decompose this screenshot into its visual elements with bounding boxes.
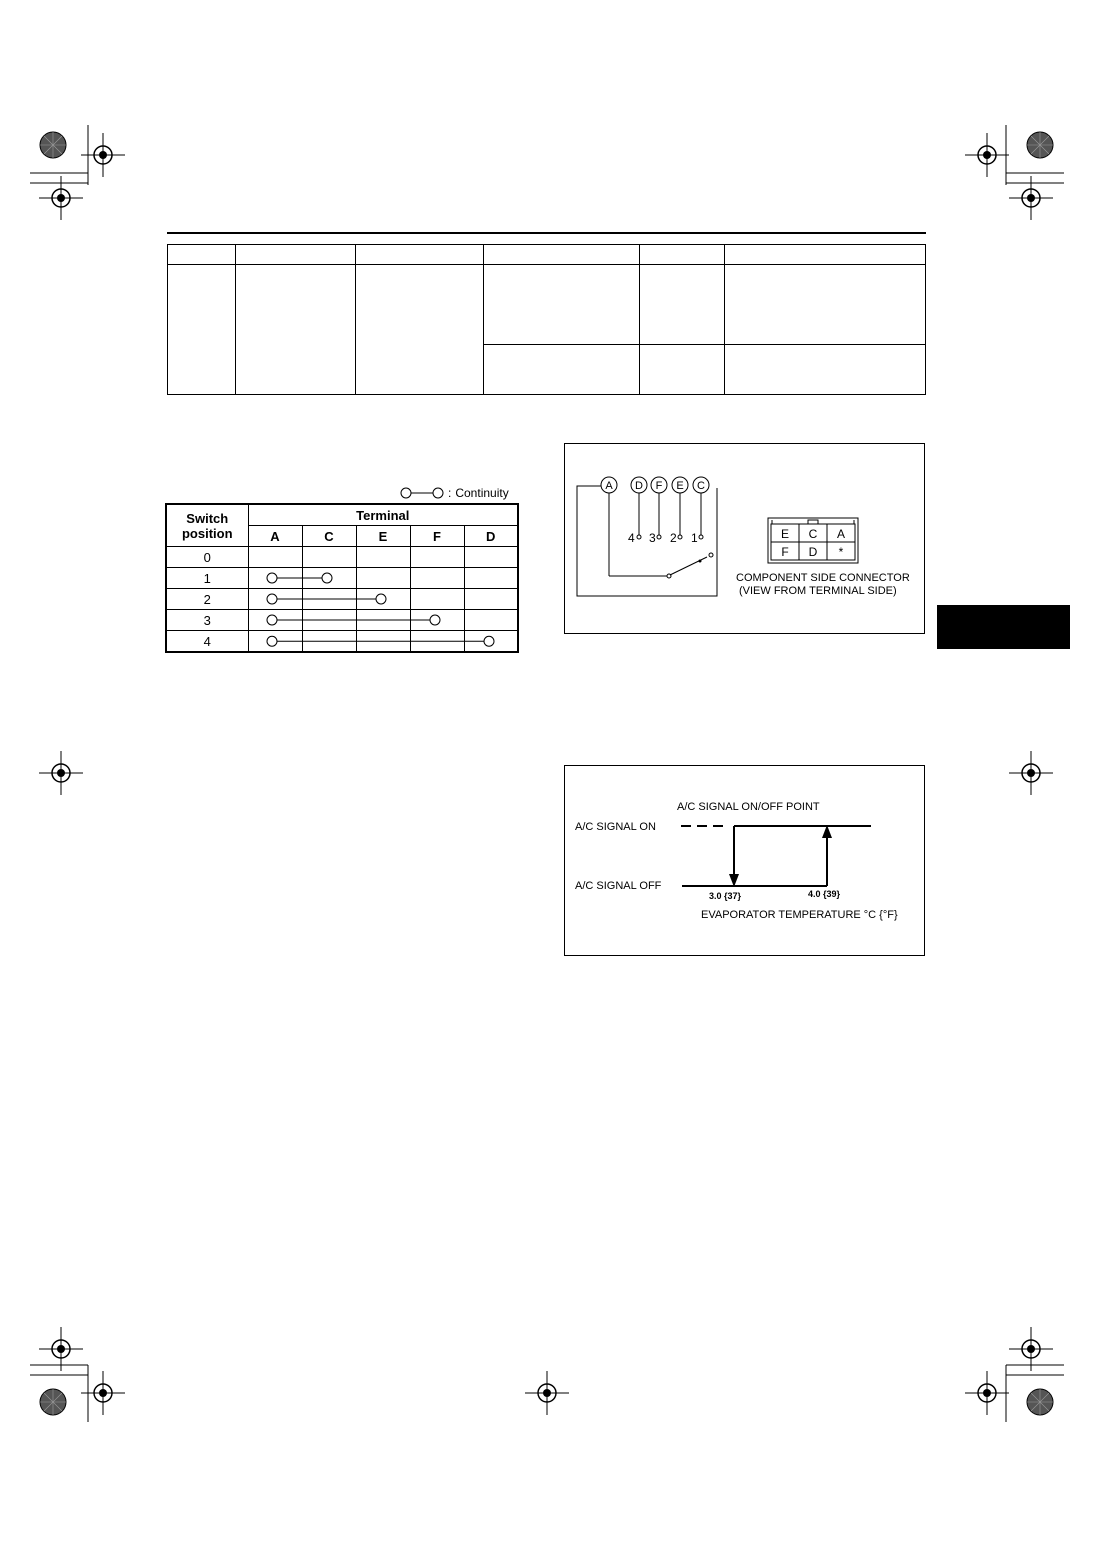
connector-cell: D — [808, 545, 818, 559]
connector-cell: F — [781, 545, 789, 559]
switch-position-cell: 2 — [166, 589, 248, 610]
terminal-cell — [302, 589, 356, 610]
connector-cell: E — [780, 527, 790, 541]
position-number: 2 — [670, 531, 677, 545]
terminal-label: F — [410, 526, 464, 547]
terminal-cell — [464, 589, 518, 610]
terminal-cell — [356, 568, 410, 589]
terminal-cell — [302, 547, 356, 568]
table-row — [166, 589, 518, 610]
terminal-cell — [356, 589, 410, 610]
terminal-cell — [248, 568, 302, 589]
signal-on-label: A/C SIGNAL ON — [575, 821, 656, 833]
star-mark-icon — [1027, 1389, 1053, 1415]
terminal-label: C — [697, 480, 705, 492]
switch-diagram — [564, 443, 925, 634]
table-row — [166, 610, 518, 631]
terminal-cell — [464, 568, 518, 589]
x-axis-label: EVAPORATOR TEMPERATURE °C {°F} — [701, 909, 898, 921]
terminal-header: Terminal — [248, 504, 518, 526]
switch-position-cell: 3 — [166, 610, 248, 631]
terminal-label: D — [464, 526, 518, 547]
switch-position-cell: 4 — [166, 631, 248, 653]
crosshair-icon — [39, 751, 83, 795]
terminal-cell — [356, 610, 410, 631]
terminal-label: F — [655, 480, 663, 492]
crosshair-icon — [1009, 1327, 1053, 1371]
terminal-cell — [410, 547, 464, 568]
terminal-label: A — [248, 526, 302, 547]
table-row — [166, 631, 518, 653]
position-number: 1 — [691, 531, 698, 545]
terminal-cell — [302, 610, 356, 631]
ac-signal-diagram — [564, 765, 925, 956]
terminal-cell — [302, 631, 356, 653]
terminal-label: E — [356, 526, 410, 547]
terminal-cell — [248, 589, 302, 610]
switch-position-header: Switch position — [166, 504, 248, 547]
terminal-cell — [302, 568, 356, 589]
terminal-cell — [248, 610, 302, 631]
legend-separator: : — [448, 486, 452, 500]
switch-continuity-table — [165, 503, 519, 653]
switch-position-cell: 1 — [166, 568, 248, 589]
connector-caption: (VIEW FROM TERMINAL SIDE) — [739, 585, 897, 597]
terminal-cell — [410, 568, 464, 589]
star-mark-icon — [1027, 132, 1053, 158]
terminal-label: D — [635, 480, 643, 492]
ac-signal-graph — [565, 766, 924, 955]
signal-diagram-title: A/C SIGNAL ON/OFF POINT — [677, 801, 820, 813]
section-tab — [937, 605, 1070, 649]
table-row — [166, 547, 518, 568]
terminal-cell — [248, 631, 302, 653]
connector-caption: COMPONENT SIDE CONNECTOR — [736, 572, 910, 584]
legend-label: Continuity — [455, 486, 509, 500]
table-row — [168, 265, 926, 345]
on-point-value: 4.0 {39} — [808, 889, 841, 899]
position-number: 4 — [628, 531, 635, 545]
header-rule — [167, 232, 926, 234]
crosshair-icon — [1009, 751, 1053, 795]
terminal-cell — [410, 589, 464, 610]
terminal-cell — [248, 547, 302, 568]
table-row — [168, 245, 926, 265]
crosshair-icon — [965, 133, 1009, 177]
position-number: 3 — [649, 531, 656, 545]
continuity-symbol-icon — [400, 487, 444, 499]
terminal-cell — [410, 610, 464, 631]
continuity-legend — [400, 486, 509, 500]
table-row — [166, 568, 518, 589]
terminal-cell — [356, 547, 410, 568]
terminal-cell — [410, 631, 464, 653]
terminal-cell — [464, 610, 518, 631]
terminal-cell — [464, 631, 518, 653]
terminal-cell — [356, 631, 410, 653]
terminal-cell — [464, 547, 518, 568]
switch-position-cell: 0 — [166, 547, 248, 568]
terminal-label: E — [676, 480, 684, 492]
connector-cell: A — [836, 527, 846, 541]
crosshair-icon — [39, 1327, 83, 1371]
switch-contact-arm — [670, 557, 707, 575]
star-mark-icon — [40, 132, 66, 158]
crosshair-icon — [525, 1371, 569, 1415]
switch-schematic — [565, 444, 924, 633]
connector-cell: C — [808, 527, 818, 541]
blank-spec-table — [167, 244, 926, 395]
off-point-value: 3.0 {37} — [709, 891, 742, 901]
crosshair-icon — [965, 1371, 1009, 1415]
terminal-label: C — [302, 526, 356, 547]
signal-off-label: A/C SIGNAL OFF — [575, 880, 662, 892]
terminal-label: A — [605, 480, 613, 492]
connector-cell: * — [838, 545, 844, 559]
star-mark-icon — [40, 1389, 66, 1415]
